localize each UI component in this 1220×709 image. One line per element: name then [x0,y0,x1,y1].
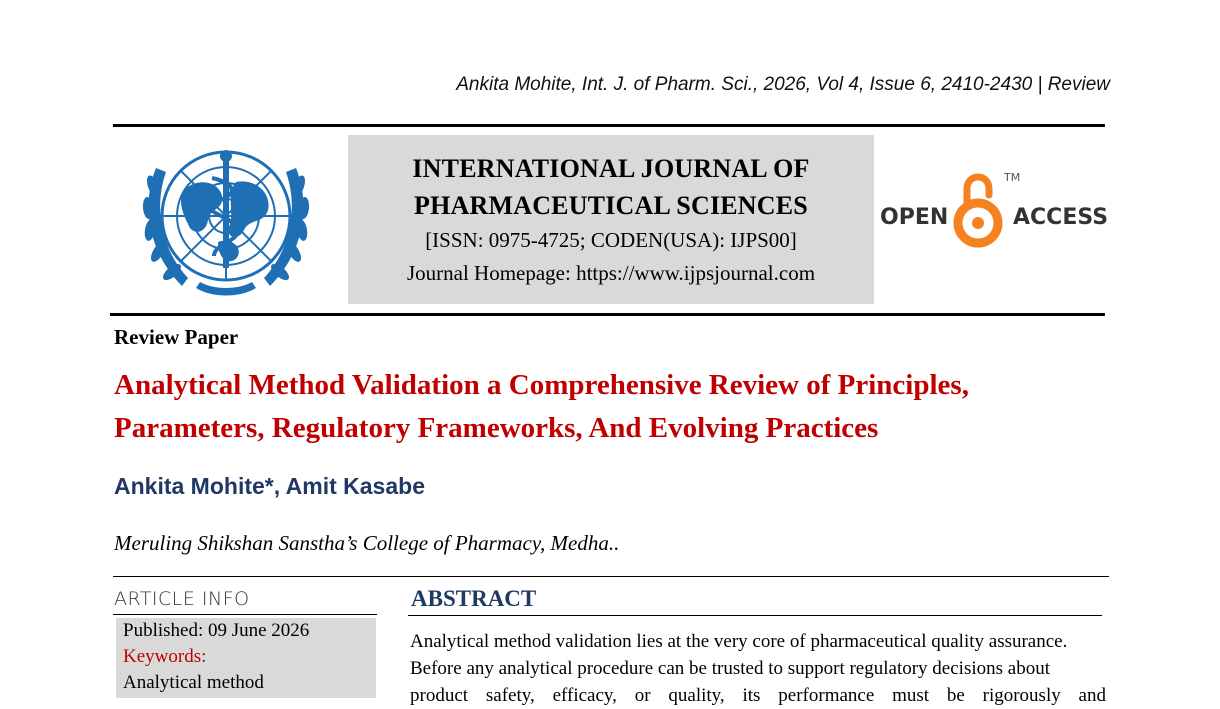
article-title [114,364,1114,450]
journal-name [348,150,874,224]
journal-name-line1: INTERNATIONAL JOURNAL OF [412,154,810,183]
running-head: Ankita Mohite, Int. J. of Pharm. Sci., 2026, Vol 4, Issue 6, 2410-2430 | Review [456,74,1110,95]
journal-homepage: Journal Homepage: https://www.ijpsjournal.com [406,261,816,285]
open-access-lock-icon [958,177,998,243]
article-type-label: Review Paper [114,325,239,349]
keywords-label: Keywords: [123,646,207,667]
author-affiliation: Meruling Shikshan Sanstha’s College of Pharmacy, Medha.. [114,531,620,555]
article-title-line1: Analytical Method Validation a Comprehensive Review of Principles, [114,369,969,401]
published-date: Published: 09 June 2026 [123,620,310,641]
abstract-heading: ABSTRACT [411,586,537,611]
keyword-item: Analytical method [123,672,264,693]
article-info-box [116,618,376,698]
article-authors: Ankita Mohite*, Amit Kasabe [114,473,425,499]
article-title-line2: Parameters, Regulatory Frameworks, And Evolving Practices [114,412,879,444]
open-access-logo [880,165,1108,255]
abstract-text [410,628,1106,709]
abstract-rule [408,615,1102,616]
abstract-line: Analytical method validation lies at the very core of pharmaceutical quality assurance. [410,631,1068,652]
abstract-line: product safety, efficacy, or quality, its performance must be rigorously and [410,685,1106,706]
journal-name-line2: PHARMACEUTICAL SCIENCES [414,191,808,220]
article-info-heading: ARTICLE INFO [114,588,250,610]
open-access-left-text: OPEN [880,205,949,230]
journal-masthead [348,135,874,304]
open-access-right-text: ACCESS [1013,205,1108,230]
open-access-tm: TM [1004,171,1021,184]
journal-issn: [ISSN: 0975-4725; CODEN(USA): IJPS00] [425,228,797,252]
article-info-divider [113,576,1109,577]
header-top-rule [113,124,1105,127]
article-info-rule [113,614,377,615]
journal-emblem-logo [126,138,326,308]
header-bottom-rule [110,313,1105,316]
abstract-line: Before any analytical procedure can be trusted to support regulatory decisions about [410,658,1050,679]
